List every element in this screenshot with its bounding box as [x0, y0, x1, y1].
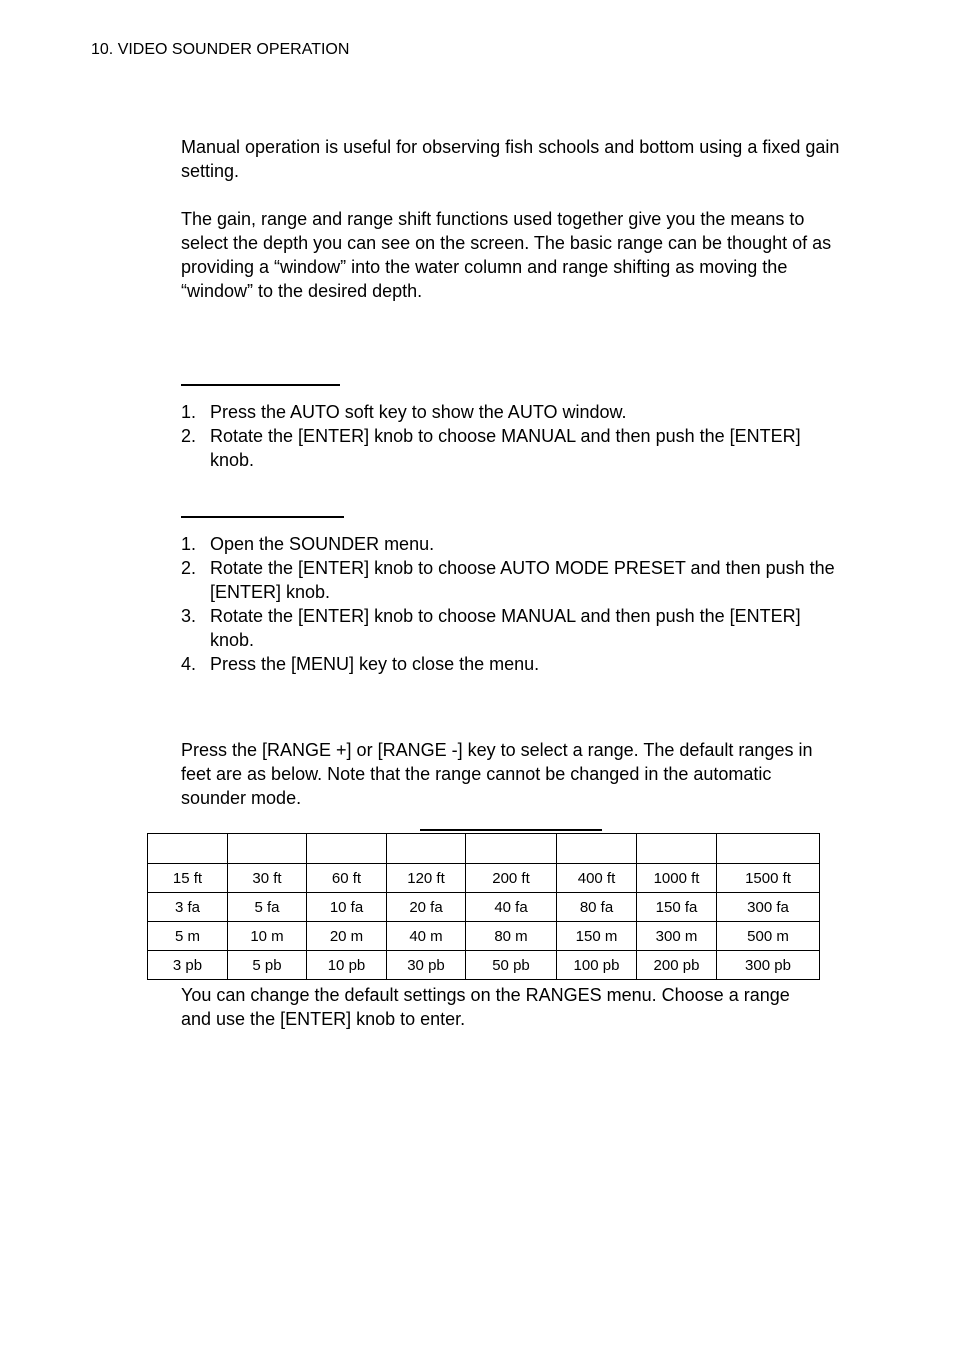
table-cell: 80 m	[466, 922, 557, 951]
table-cell: 1500 ft	[717, 864, 820, 893]
table-cell: 300 m	[637, 922, 717, 951]
table-header-cell	[387, 834, 466, 864]
step-number: 1.	[181, 402, 197, 422]
procedure-b-steps	[181, 532, 841, 676]
section-header: 10. VIDEO SOUNDER OPERATION	[91, 41, 350, 58]
step-text: Rotate the [ENTER] knob to choose AUTO MODE PRESET and then push the [ENTER] knob.	[210, 558, 835, 602]
table-row	[148, 864, 820, 893]
table-cell: 400 ft	[557, 864, 637, 893]
intro-paragraph-2: The gain, range and range shift functions used together give you the means to select the depth you can see on the screen. The basic range can be thought of as providing a “window” into the water column and range shifting as moving the “window” to the desired depth.	[181, 209, 832, 301]
table-header-cell	[228, 834, 307, 864]
table-header-row	[148, 834, 820, 864]
table-header-cell	[637, 834, 717, 864]
step-number: 2.	[181, 558, 197, 578]
step-number: 3.	[181, 606, 197, 626]
procedure-a-step	[181, 424, 841, 472]
table-cell: 500 m	[717, 922, 820, 951]
step-text: Press the [MENU] key to close the menu.	[210, 654, 540, 674]
table-cell: 1000 ft	[637, 864, 717, 893]
table-cell: 80 fa	[557, 893, 637, 922]
intro-paragraph-1: Manual operation is useful for observing fish schools and bottom using a fixed gain setting.	[181, 137, 840, 181]
table-cell: 50 pb	[466, 951, 557, 980]
table-cell: 10 fa	[307, 893, 387, 922]
step-text: Open the SOUNDER menu.	[210, 534, 435, 554]
ranges-menu-paragraph: You can change the default settings on the RANGES menu. Choose a range and use the [ENTER] knob to enter.	[181, 985, 790, 1029]
step-text: Rotate the [ENTER] knob to choose MANUAL and then push the [ENTER] knob.	[210, 426, 801, 470]
table-cell: 300 fa	[717, 893, 820, 922]
table-cell: 30 ft	[228, 864, 307, 893]
table-cell: 3 fa	[148, 893, 228, 922]
step-number: 2.	[181, 426, 197, 446]
table-row	[148, 922, 820, 951]
table-row	[148, 893, 820, 922]
table-cell: 30 pb	[387, 951, 466, 980]
table-cell: 150 fa	[637, 893, 717, 922]
table-cell: 5 pb	[228, 951, 307, 980]
table-header-cell	[717, 834, 820, 864]
table-cell: 40 m	[387, 922, 466, 951]
step-number: 1.	[181, 534, 197, 554]
table-header-cell	[307, 834, 387, 864]
table-title-underline	[420, 829, 602, 831]
table-cell: 40 fa	[466, 893, 557, 922]
table-cell: 150 m	[557, 922, 637, 951]
table-cell: 300 pb	[717, 951, 820, 980]
table-cell: 20 fa	[387, 893, 466, 922]
table-cell: 100 pb	[557, 951, 637, 980]
table-cell: 60 ft	[307, 864, 387, 893]
table-cell: 5 fa	[228, 893, 307, 922]
procedure-b-step	[181, 652, 841, 676]
range-paragraph: Press the [RANGE +] or [RANGE -] key to select a range. The default ranges in feet are as below. Note that the range cannot be changed in the automatic sounder mode.	[181, 740, 813, 808]
procedure-b-step	[181, 556, 841, 604]
procedure-a-steps	[181, 400, 841, 472]
table-row	[148, 951, 820, 980]
step-text: Rotate the [ENTER] knob to choose MANUAL and then push the [ENTER] knob.	[210, 606, 801, 650]
step-text: Press the AUTO soft key to show the AUTO window.	[210, 402, 627, 422]
table-cell: 10 m	[228, 922, 307, 951]
table-cell: 10 pb	[307, 951, 387, 980]
procedure-b-step	[181, 604, 841, 652]
table-cell: 5 m	[148, 922, 228, 951]
table-header-cell	[466, 834, 557, 864]
heading-underline-2	[181, 516, 344, 518]
procedure-a-step	[181, 400, 841, 424]
step-number: 4.	[181, 654, 197, 674]
table-cell: 200 pb	[637, 951, 717, 980]
table-cell: 120 ft	[387, 864, 466, 893]
heading-underline-1	[181, 384, 340, 386]
procedure-b-step	[181, 532, 841, 556]
table-header-cell	[148, 834, 228, 864]
table-cell: 200 ft	[466, 864, 557, 893]
table-header-cell	[557, 834, 637, 864]
table-cell: 3 pb	[148, 951, 228, 980]
table-cell: 20 m	[307, 922, 387, 951]
table-cell: 15 ft	[148, 864, 228, 893]
default-ranges-table	[147, 833, 820, 980]
